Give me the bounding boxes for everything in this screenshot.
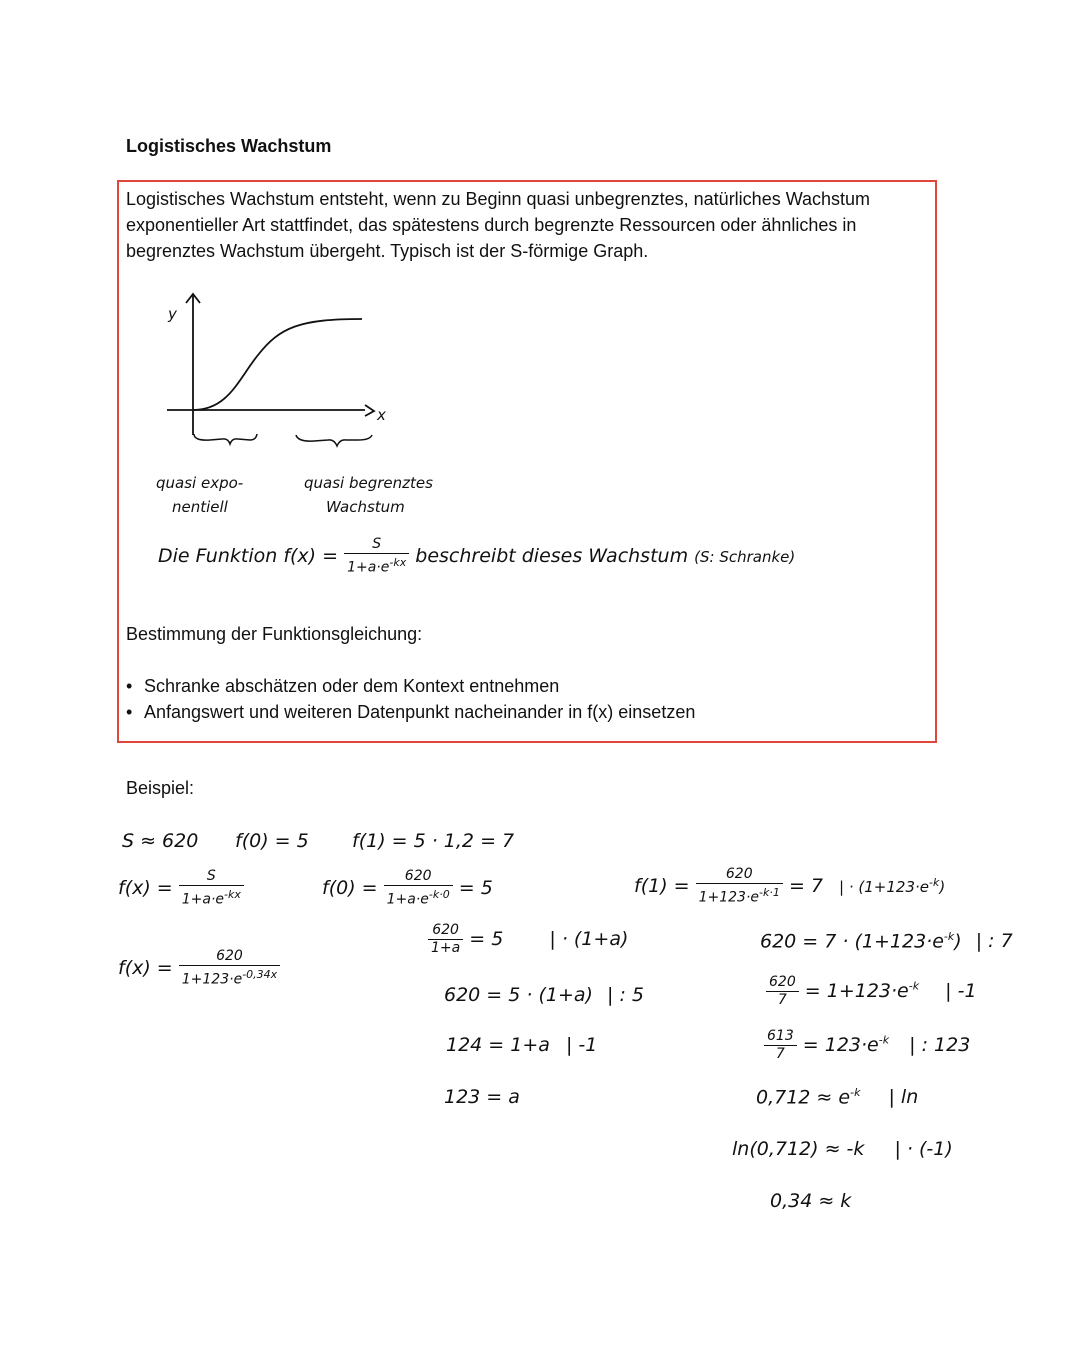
- given-bound: S ≈ 620: [122, 830, 199, 852]
- definition-text: Logistisches Wachstum entsteht, wenn zu Beginn quasi unbegrenztes, natürliches Wachstum exponentieller Art stattfindet, das spätestens durch begrenzte Ressourcen oder ähnliches in begrenztes Wachstum übergeht. Typisch ist der S-förmige Graph.: [126, 189, 871, 261]
- col3-eq4: $\frac{613}{7}$ = $123\cdot e^{-k}$ | : 123: [764, 1028, 970, 1063]
- col2-eq5: 123 = a: [444, 1086, 520, 1108]
- determination-heading: Bestimmung der Funktionsgleichung:: [126, 624, 423, 644]
- label-bounded-1: quasi begrenztes: [304, 474, 433, 492]
- col3-eq2: $620 = 7 \cdot (1+123\cdot e^{-k})$ | : 7: [760, 930, 1013, 953]
- col2-eq4: 124 = 1+a | -1: [446, 1034, 598, 1056]
- y-axis-label: y: [168, 305, 177, 323]
- general-formula: f(x) = $\frac{S}{1+a\cdot e^{-kx}}$: [118, 868, 244, 909]
- col3-eq3: $\frac{620}{7}$ = $1+123\cdot e^{-k}$ | -1: [766, 974, 977, 1009]
- col3-eq1: f(1) = $\frac{620}{1+123\cdot e^{-k\cdot 1}}$ = 7 | · $(1+123\cdot e^{-k})$: [634, 866, 946, 906]
- example-label: Beispiel:: [126, 778, 195, 798]
- x-axis-label: x: [377, 406, 386, 424]
- col3-eq6: ln(0,712) ≈ -k | · (-1): [732, 1138, 953, 1160]
- bullet-item: • Anfangswert und weiteren Datenpunkt nacheinander in f(x) einsetzen: [126, 702, 696, 722]
- given-second: f(1) = 5 · 1,2 = 7: [352, 830, 515, 852]
- bullet-item: • Schranke abschätzen oder dem Kontext entnehmen: [126, 676, 560, 696]
- function-statement: Die Funktion f(x) = $\frac{S}{1+a\cdot e^{-kx}}$ beschreibt dieses Wachstum (S: Schranke): [158, 536, 796, 576]
- page-title: Logistisches Wachstum: [126, 136, 332, 156]
- col3-eq7: 0,34 ≈ k: [770, 1190, 852, 1212]
- brace-right: [296, 435, 372, 446]
- s-curve: [193, 319, 362, 410]
- label-bounded-2: Wachstum: [326, 498, 405, 516]
- col2-eq1: f(0) = $\frac{620}{1+a\cdot e^{-k\cdot 0}}$ = 5: [322, 868, 493, 908]
- col3-eq5: $0,712 \approx e^{-k}$ | ln: [756, 1086, 919, 1109]
- x-axis-arrow: [365, 405, 374, 416]
- label-exponential-1: quasi expo-: [156, 474, 244, 492]
- col2-eq3: 620 = 5 · (1+a) | : 5: [444, 984, 644, 1006]
- col2-eq2: $\frac{620}{1+a}$ = 5 | · (1+a): [428, 922, 628, 957]
- brace-left: [194, 434, 257, 444]
- definition-box: [117, 180, 937, 743]
- label-exponential-2: nentiell: [172, 498, 228, 516]
- result-formula: f(x) = $\frac{620}{1+123\cdot e^{-0,34x}}$: [118, 948, 280, 989]
- given-initial: f(0) = 5: [235, 830, 309, 852]
- logistic-growth-sketch: [150, 285, 470, 455]
